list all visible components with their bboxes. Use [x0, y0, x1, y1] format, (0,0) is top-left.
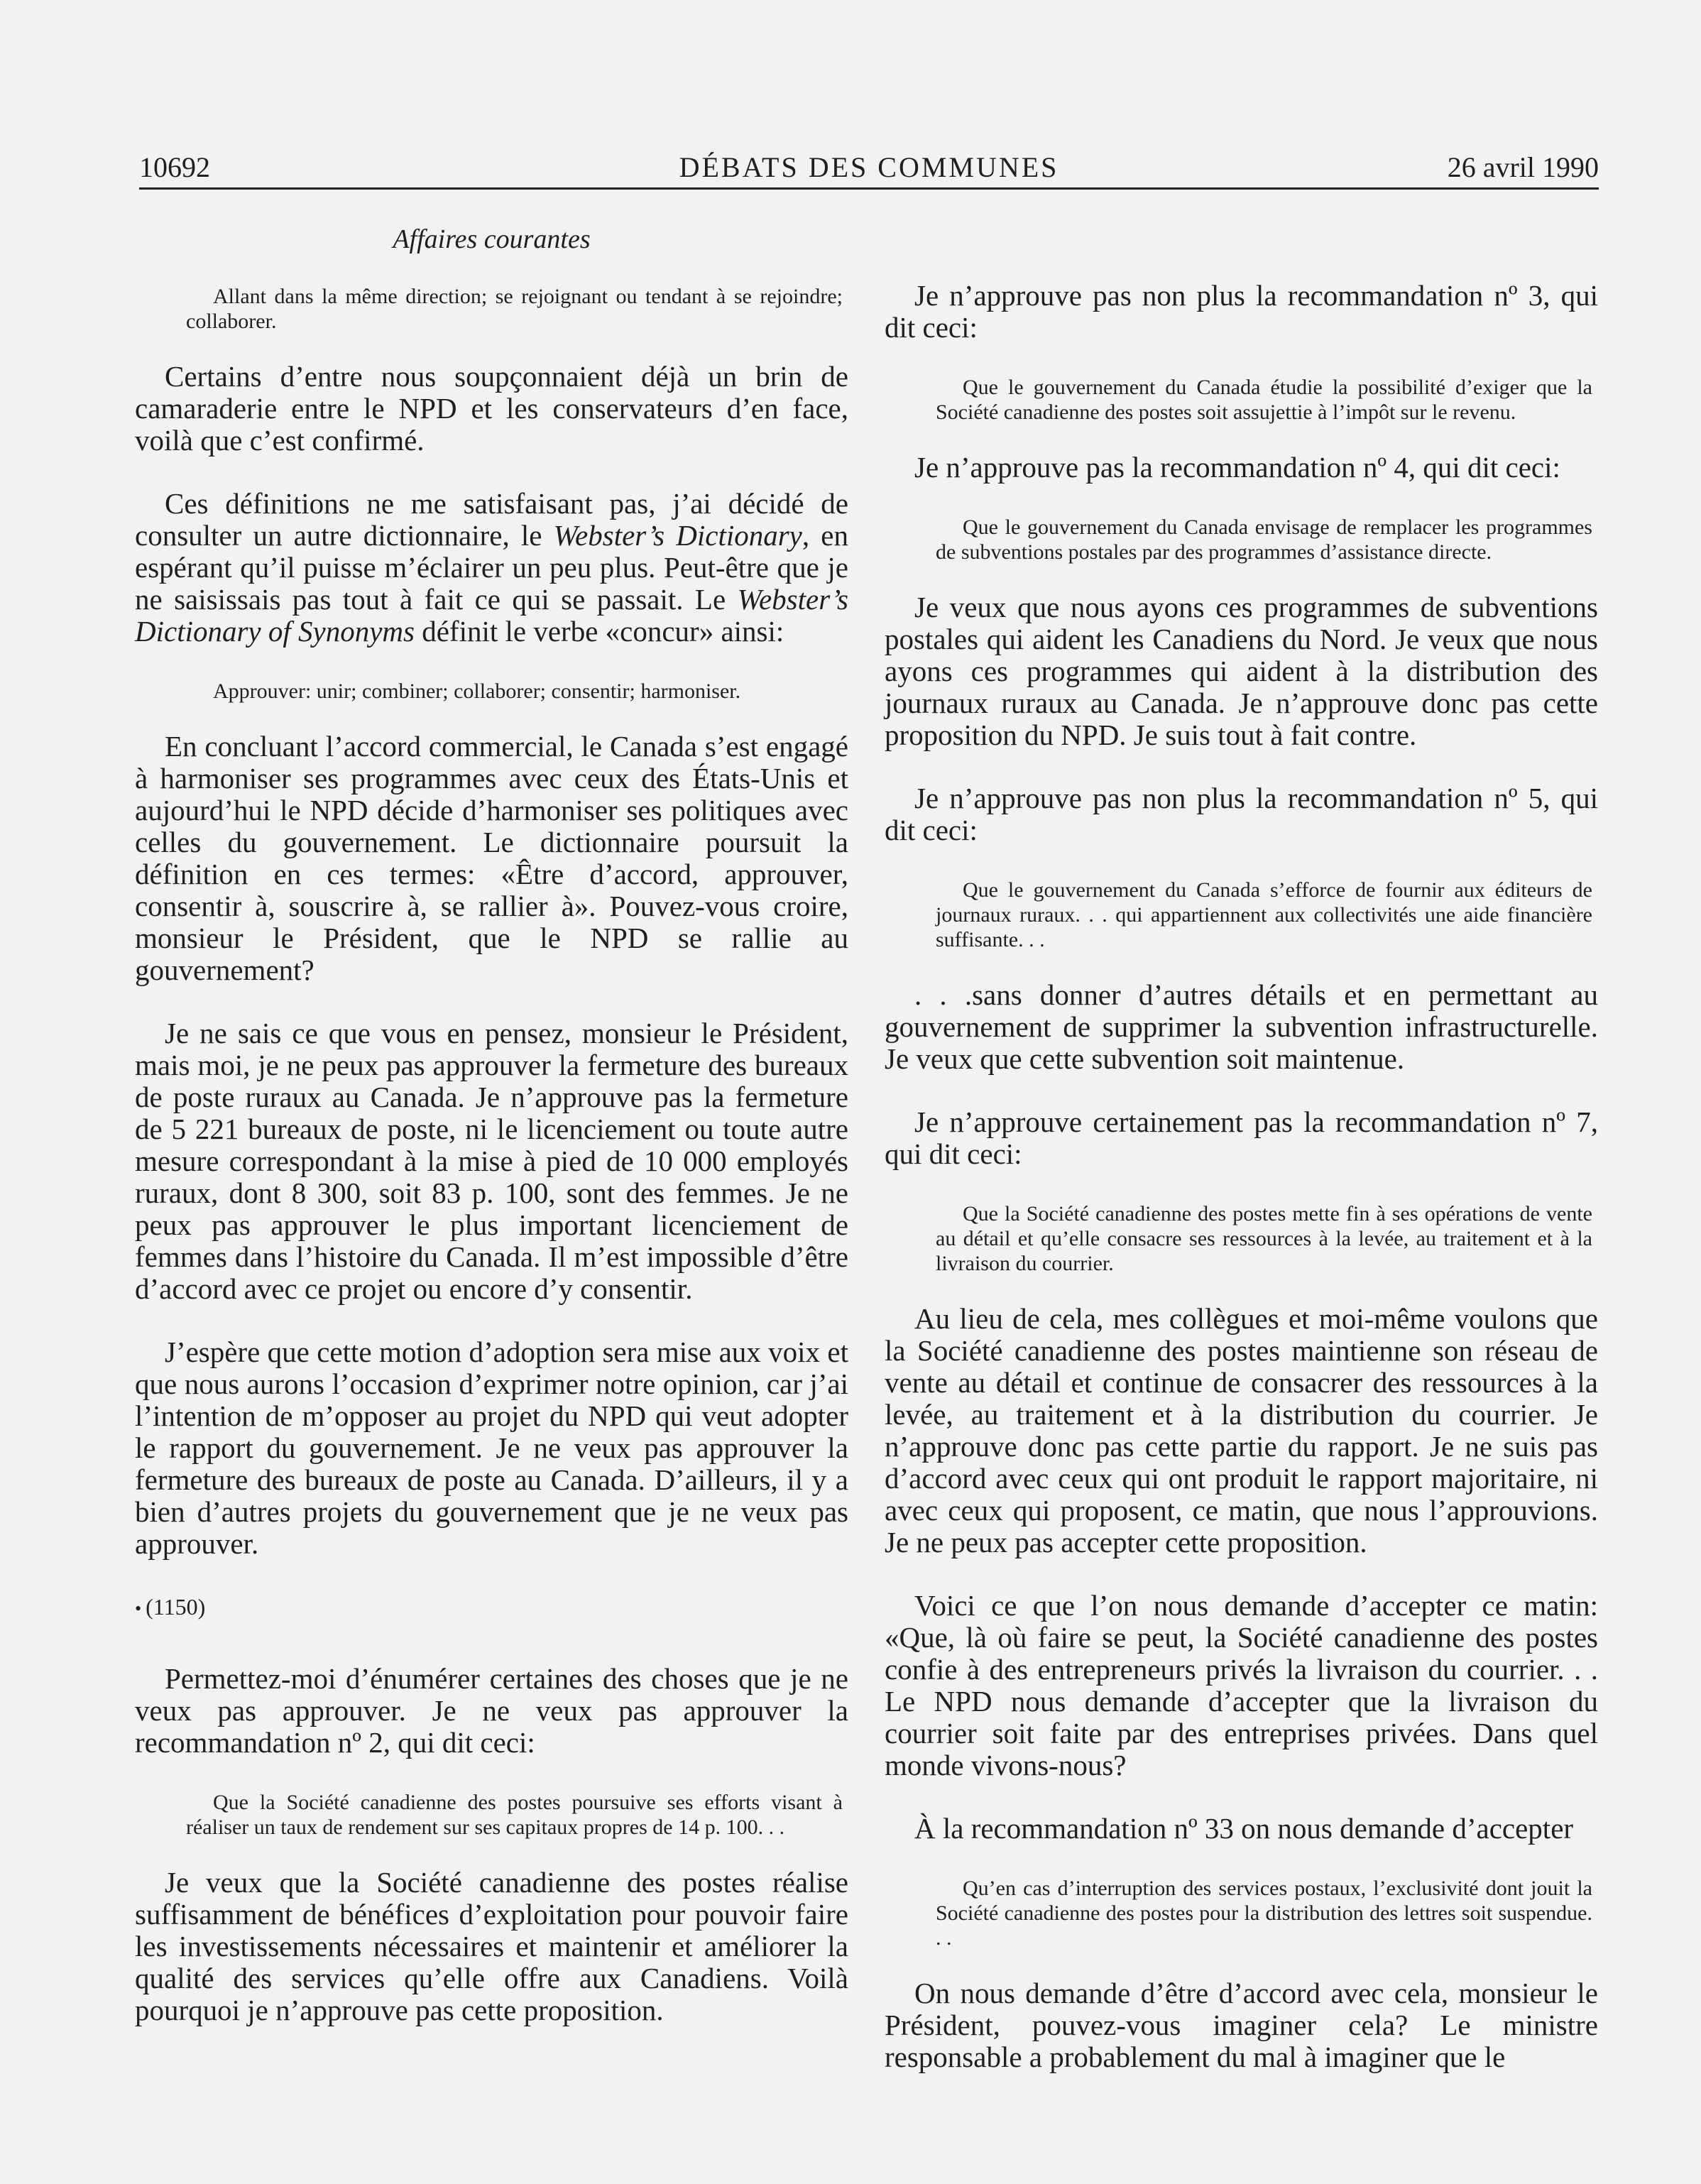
- time-stamp: (1150): [146, 1594, 206, 1620]
- paragraph: Je n’approuve pas la recommandation nº 4, qui dit ceci:: [914, 451, 1560, 484]
- dictionary-title: Webster’s Dictionary: [553, 519, 802, 552]
- section-title: Affaires courantes: [393, 224, 591, 254]
- quote: Que le gouvernement du Canada s’efforce de fournir aux éditeurs de journaux ruraux. . . qui appartiennent aux collectivités une aide financière suffisante. . .: [936, 878, 1592, 951]
- paragraph: Je veux que nous ayons ces programmes de subventions postales qui aident les Canadiens du Nord. Je veux que nous ayons ces programmes qui aident à la distribution des journaux ruraux au Canada. Je n’approuve donc pas cette proposition du NPD. Je suis tout à fait contre.: [885, 591, 1598, 751]
- bullet-icon: •: [135, 1598, 142, 1619]
- text-run: définit le verbe «concur» ainsi:: [414, 615, 784, 648]
- text-run: , en espérant qu’il puisse m’éclairer un peu plus. Peut-être que je ne saisissais pas tout à fait ce qui se passait. Le: [135, 519, 848, 616]
- quote: Que le gouvernement du Canada étudie la possibilité d’exiger que la Société canadienne des postes soit assujettie à l’impôt sur le revenu.: [936, 376, 1592, 424]
- quote: Que la Société canadienne des postes mette fin à ses opérations de vente au détail et qu’elle consacre ses ressources à la levée, au traitement et à la livraison du courrier.: [936, 1202, 1592, 1275]
- publication-title: DÉBATS DES COMMUNES: [679, 151, 1059, 183]
- paragraph: Je ne sais ce que vous en pensez, monsieur le Président, mais moi, je ne peux pas approuver la fermeture des bureaux de poste ruraux au Canada. Je n’approuve pas la fermeture de 5 221 bureaux de poste, ni le licenciement ou toute autre mesure correspondant à la mise à pied de 10 000 employés ruraux, dont 8 300, soit 83 p. 100, sont des femmes. Je ne peux pas approuver le plus important licenciement de femmes dans l’histoire du Canada. Il m’est impossible d’être d’accord avec ce projet ou encore d’y consentir.: [135, 1017, 848, 1305]
- paragraph: Permettez-moi d’énumérer certaines des choses que je ne veux pas approuver. Je ne veux pas approuver la recommandation nº 2, qui dit ceci:: [135, 1662, 848, 1759]
- paragraph: Au lieu de cela, mes collègues et moi-même voulons que la Société canadienne des postes maintienne son réseau de vente au détail et continue de consacrer des ressources à la levée, au traitement et à la distribution du courrier. Je n’approuve donc pas cette partie du rapport. Je ne suis pas d’accord avec ceux qui ont produit le rapport majoritaire, ni avec ceux qui proposent, ce matin, que nous l’approuvions. Je ne peux pas accepter cette proposition.: [885, 1302, 1598, 1558]
- paragraph: On nous demande d’être d’accord avec cela, monsieur le Président, pouvez-vous imaginer cela? Le ministre responsable a probablement du mal à imaginer que le: [885, 1977, 1598, 2073]
- left-column: [135, 222, 848, 2058]
- right-column: [885, 222, 1598, 2073]
- quote: Approuver: unir; combiner; collaborer; consentir; harmoniser.: [213, 679, 741, 703]
- paragraph: À la recommandation nº 33 on nous demande d’accepter: [914, 1812, 1574, 1845]
- publication-date: 26 avril 1990: [1447, 151, 1599, 183]
- time-marker: [135, 1591, 848, 1625]
- paragraph: J’espère que cette motion d’adoption sera mise aux voix et que nous aurons l’occasion d’exprimer notre opinion, car j’ai l’intention de m’opposer au projet du NPD qui veut adopter le rapport du gouvernement. Je ne veux pas approuver la fermeture des bureaux de poste au Canada. D’ailleurs, il y a bien d’autres projets du gouvernement que je ne veux pas approuver.: [135, 1336, 848, 1560]
- quote: Que la Société canadienne des postes poursuive ses efforts visant à réaliser un taux de rendement sur ses capitaux propres de 14 p. 100. . .: [186, 1791, 843, 1839]
- quote: Qu’en cas d’interruption des services postaux, l’exclusivité dont jouit la Société canadienne des postes pour la distribution des lettres soit suspendue. . .: [936, 1877, 1592, 1950]
- paragraph: [135, 488, 848, 648]
- quote: Allant dans la même direction; se rejoignant ou tendant à se rejoindre; collaborer.: [186, 285, 843, 333]
- paragraph: Voici ce que l’on nous demande d’accepter ce matin: «Que, là où faire se peut, la Société canadienne des postes confie à des entrepreneurs privés la livraison du courrier. . . Le NPD nous demande d’accepter que la livraison du courrier soit faite par des entreprises privées. Dans quel monde vivons-nous?: [885, 1589, 1598, 1781]
- paragraph: . . .sans donner d’autres détails et en permettant au gouvernement de supprimer la subvention infrastructurelle. Je veux que cette subvention soit maintenue.: [885, 978, 1598, 1075]
- paragraph: Je n’approuve pas non plus la recommandation nº 5, qui dit ceci:: [885, 782, 1598, 846]
- paragraph: Je veux que la Société canadienne des postes réalise suffisamment de bénéfices d’exploitation pour pouvoir faire les investissements nécessaires et maintenir et améliorer la qualité des services qu’elle offre aux Canadiens. Voilà pourquoi je n’approuve pas cette proposition.: [135, 1866, 848, 2026]
- paragraph: Je n’approuve certainement pas la recommandation nº 7, qui dit ceci:: [885, 1105, 1598, 1170]
- page-number: 10692: [139, 151, 210, 183]
- page-header: [139, 148, 1599, 190]
- paragraph: Je n’approuve pas non plus la recommandation nº 3, qui dit ceci:: [885, 279, 1598, 344]
- paragraph: Certains d’entre nous soupçonnaient déjà un brin de camaraderie entre le NPD et les conservateurs d’en face, voilà que c’est confirmé.: [135, 360, 848, 457]
- paragraph: En concluant l’accord commercial, le Canada s’est engagé à harmoniser ses programmes avec ceux des États-Unis et aujourd’hui le NPD décide d’harmoniser ses politiques avec celles du gouvernement. Le dictionnaire poursuit la définition en ces termes: «Être d’accord, approuver, consentir à, souscrire à, se rallier à». Pouvez-vous croire, monsieur le Président, que le NPD se rallie au gouvernement?: [135, 730, 848, 986]
- text-run: Ces définitions ne me satisfaisant pas, j’ai décidé de consulter un autre dictionnaire, le: [135, 487, 848, 552]
- quote: Que le gouvernement du Canada envisage de remplacer les programmes de subventions postales par des programmes d’assistance directe.: [936, 515, 1592, 564]
- dictionary-title: Webster’s Dictionary of Synonyms: [135, 583, 848, 648]
